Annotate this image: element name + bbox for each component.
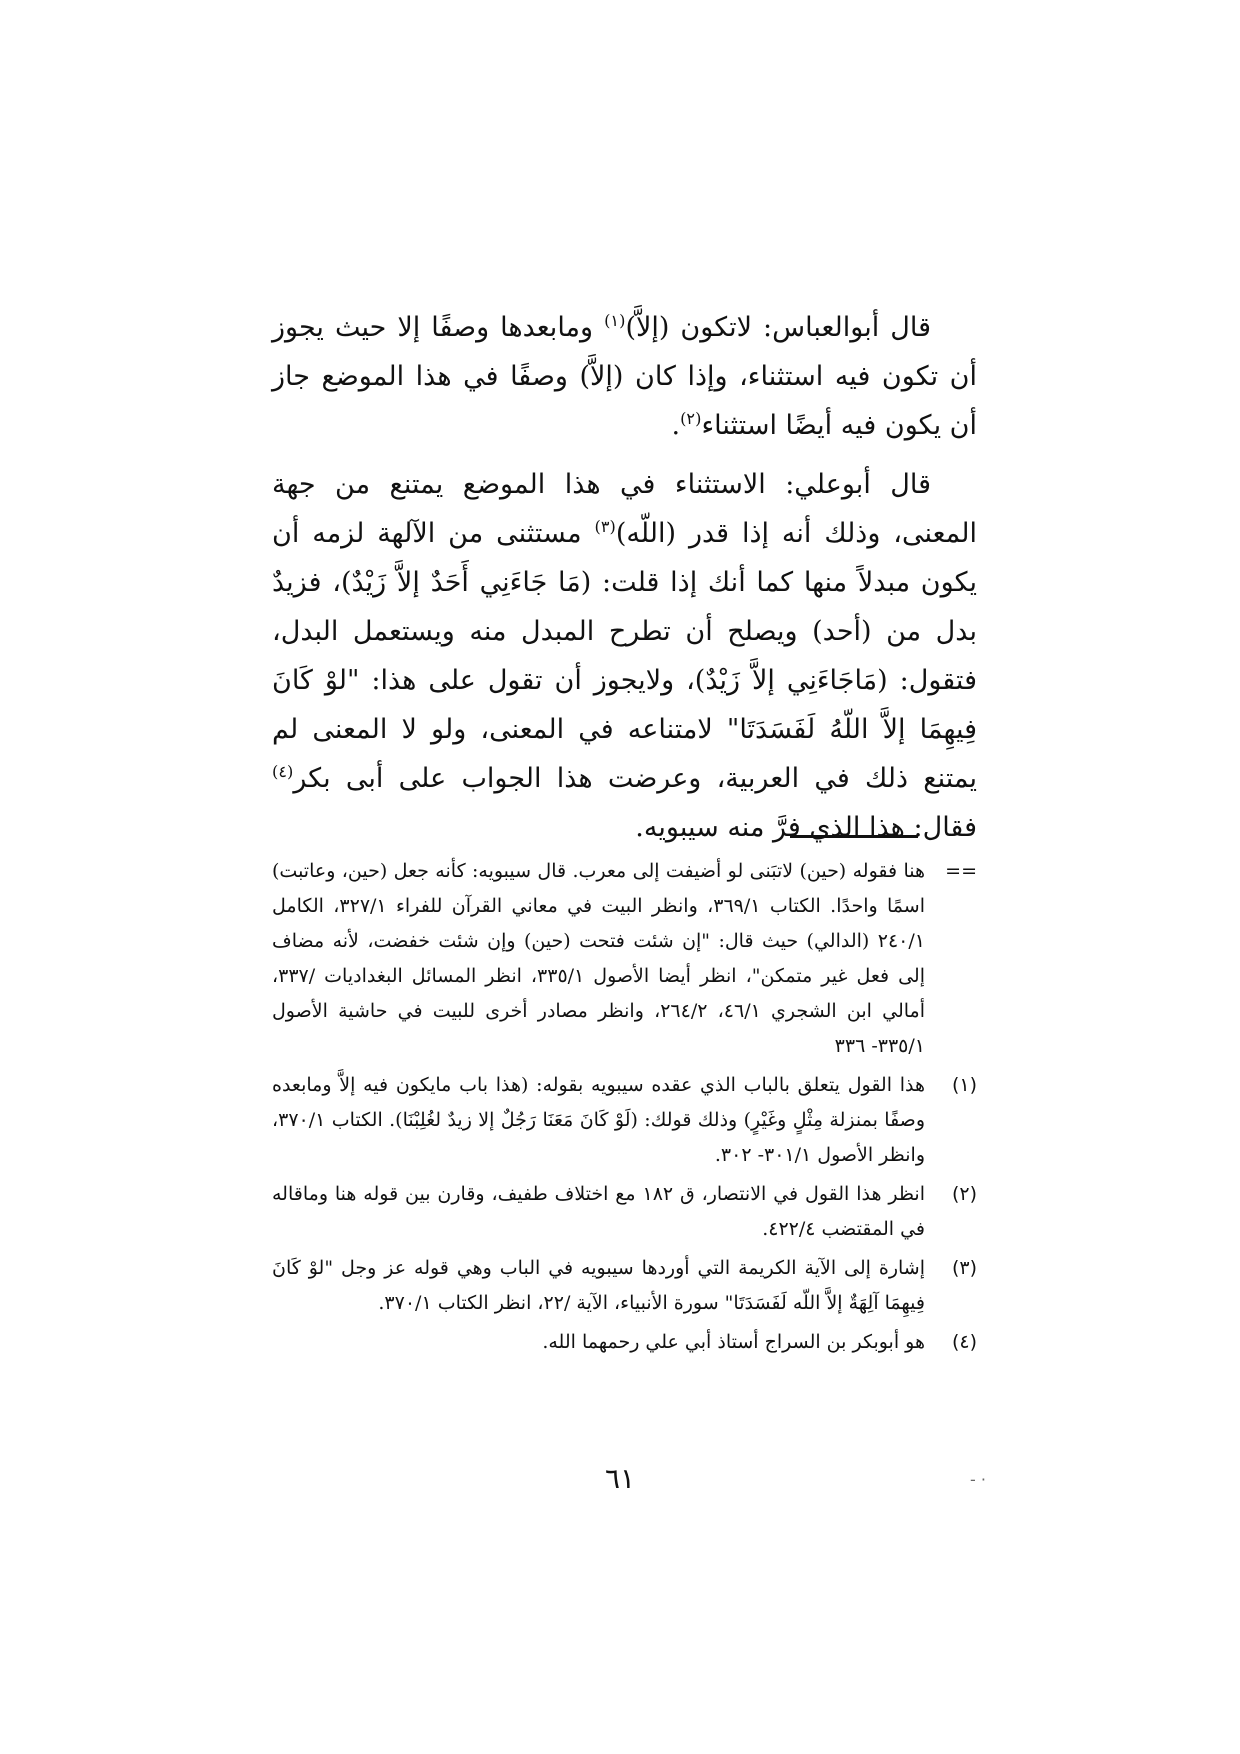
page-number: ٦١ <box>604 1462 636 1495</box>
footnote-4 <box>272 1325 977 1360</box>
footnote-marker: (٣) <box>951 1257 977 1279</box>
scan-corner-mark: - · <box>970 1470 986 1489</box>
paragraph-2-text: قال أبوعلي: الاستثناء في هذا الموضع يمتنع من جهة المعنى، وذلك أنه إذا قدر (اللّه) <box>272 469 977 549</box>
paragraph-1-text: قال أبوالعباس: لاتكون (إلاَّ) <box>625 312 931 343</box>
footnote-ref-2[interactable]: (٢) <box>680 409 702 428</box>
footnote-text: هو أبوبكر بن السراج أستاذ أبي علي رحمهما الله. <box>542 1331 925 1353</box>
footnotes-section <box>272 854 977 1364</box>
footnote-ref-3[interactable]: (٣) <box>594 517 616 536</box>
footnote-3 <box>272 1251 977 1321</box>
footnote-text: هنا فقوله (حين) لاتبَنى لو أضيفت إلى معرب. قال سيبويه: كأنه جعل (حين، وعاتبت) اسمًا واحدًا. الكتاب ٣٦٩/١، وانظر البيت في معاني القرآن للفراء ٣٢٧/١، الكامل ٢٤٠/١ (الدالي) حيث قال: "إن شئت فتحت (حين) وإن شئت خفضت، لأنه مضاف إلى فعل غير متمكن"، انظر أيضا الأصول ٣٣٥/١، انظر المسائل البغداديات /٣٣٧، أمالي ابن الشجري ٤٦/١، ٢٦٤/٢، وانظر مصادر أخرى للبيت في حاشية الأصول ٣٣٥/١- ٣٣٦ <box>272 860 925 1057</box>
main-paragraph-1 <box>272 303 977 450</box>
footnote-marker: (٢) <box>951 1183 977 1205</box>
footnote-1 <box>272 1068 977 1173</box>
paragraph-2-end: فقال: هذا الذي فرَّ منه سيبويه. <box>635 812 977 843</box>
footnote-text: هذا القول يتعلق بالباب الذي عقده سيبويه بقوله: (هذا باب مايكون فيه إلاَّ ومابعده وصفًا بمنزلة مِثْلٍ وغَيْرٍ) وذلك قولك: (لَوْ كَانَ مَعَنَا رَجُلٌ إلا زيدٌ لغُلِبْنَا). الكتاب ٣٧٠/١، وانظر الأصول ٣٠١/١- ٣٠٢. <box>272 1074 925 1166</box>
footnote-text: انظر هذا القول في الانتصار، ق ١٨٢ مع اختلاف طفيف، وقارن بين قوله هنا وماقاله في المقتضب ٤٢٢/٤. <box>272 1183 925 1240</box>
paragraph-1-end: . <box>671 410 681 441</box>
main-paragraph-2 <box>272 460 977 852</box>
footnote-text: إشارة إلى الآية الكريمة التي أوردها سيبويه في الباب وهي قوله عز وجل "لوْ كَانَ فِيهِمَا آلِهَةٌ إلاَّ اللّه لَفَسَدَتَا" سورة الأنبياء، الآية /٢٢، انظر الكتاب ٣٧٠/١. <box>272 1257 925 1314</box>
paragraph-2-continuation: مستثنى من الآلهة لزمه أن يكون مبدلاً منها كما أنك إذا قلت: (مَا جَاءَنِي أَحَدٌ إلاَّ زَيْدٌ)، فزيدٌ بدل من (أحد) ويصلح أن تطرح المبدل منه ويستعمل البدل، فتقول: (مَاجَاءَنِي إلاَّ زَيْدٌ)، ولايجوز أن تقول على هذا: "لوْ كَانَ فِيهِمَا إلاَّ اللّهُ لَفَسَدَتَا" لامتناعه في المعنى، ولو لا المعنى لم يمتنع ذلك في العربية، وعرضت هذا الجواب على أبى بكر <box>272 518 977 794</box>
footnote-ref-4[interactable]: (٤) <box>272 762 294 781</box>
footnote-divider <box>790 835 918 838</box>
footnote-2 <box>272 1177 977 1247</box>
footnote-continuation <box>272 854 977 1064</box>
main-text-body <box>272 303 977 852</box>
footnote-marker: (٤) <box>951 1331 977 1353</box>
footnote-marker: == <box>945 860 977 882</box>
paragraph-1-continuation: ومابعدها وصفًا إلا حيث يجوز أن تكون فيه استثناء، وإذا كان (إلاَّ) وصفًا في هذا الموضع جاز أن يكون فيه أيضًا استثناء <box>272 312 977 441</box>
footnote-ref-1[interactable]: (١) <box>604 311 626 330</box>
footnote-marker: (١) <box>951 1074 977 1096</box>
